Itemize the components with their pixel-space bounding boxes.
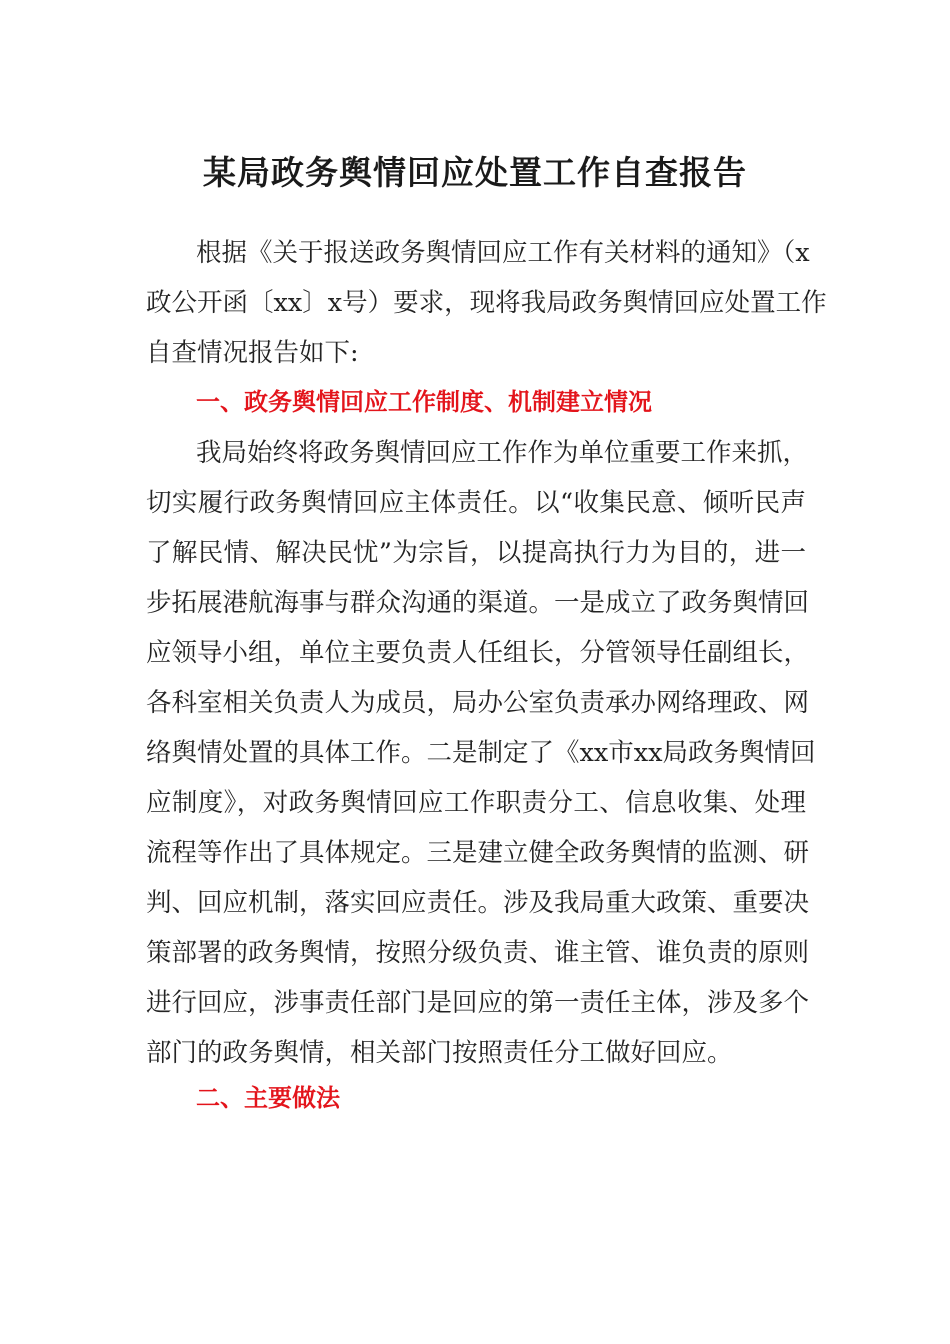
paragraph-line: 策部署的政务舆情，按照分级负责、谁主管、谁负责的原则 xyxy=(146,938,810,968)
paragraph-line: 自查情况报告如下: xyxy=(146,338,359,368)
paragraph-line: 政公开函〔xx〕x号）要求，现将我局政务舆情回应处置工作 xyxy=(146,288,827,318)
paragraph-line: 步拓展港航海事与群众沟通的渠道。一是成立了政务舆情回 xyxy=(146,588,810,618)
section-1-paragraph xyxy=(146,428,816,1078)
paragraph-line: 各科室相关负责人为成员，局办公室负责承办网络理政、网 xyxy=(146,688,810,718)
paragraph-line: 应领导小组，单位主要负责人任组长，分管领导任副组长， xyxy=(146,638,810,668)
paragraph-line: 部门的政务舆情，相关部门按照责任分工做好回应。 xyxy=(146,1038,733,1068)
document-title: 某局政务舆情回应处置工作自查报告 xyxy=(203,153,747,192)
section-heading-1: 一、政务舆情回应工作制度、机制建立情况 xyxy=(196,388,652,416)
intro-paragraph xyxy=(146,228,827,378)
paragraph-line: 流程等作出了具体规定。三是建立健全政务舆情的监测、研 xyxy=(146,838,810,868)
section-heading-2: 二、主要做法 xyxy=(196,1084,340,1112)
paragraph-line: 络舆情处置的具体工作。二是制定了《xx市xx局政务舆情回 xyxy=(146,738,816,768)
paragraph-line: 根据《关于报送政务舆情回应工作有关材料的通知》（x xyxy=(196,238,810,268)
paragraph-line: 我局始终将政务舆情回应工作作为单位重要工作来抓， xyxy=(196,438,809,468)
paragraph-line: 应制度》，对政务舆情回应工作职责分工、信息收集、处理 xyxy=(146,788,806,818)
paragraph-line: 判、回应机制，落实回应责任。涉及我局重大政策、重要决 xyxy=(146,888,810,918)
paragraph-line: 切实履行政务舆情回应主体责任。以“收集民意、倾听民声 xyxy=(146,488,806,518)
paragraph-line: 进行回应，涉事责任部门是回应的第一责任主体，涉及多个 xyxy=(146,988,810,1018)
paragraph-line: 了解民情、解决民忧”为宗旨，以提高执行力为目的，进一 xyxy=(146,538,806,568)
